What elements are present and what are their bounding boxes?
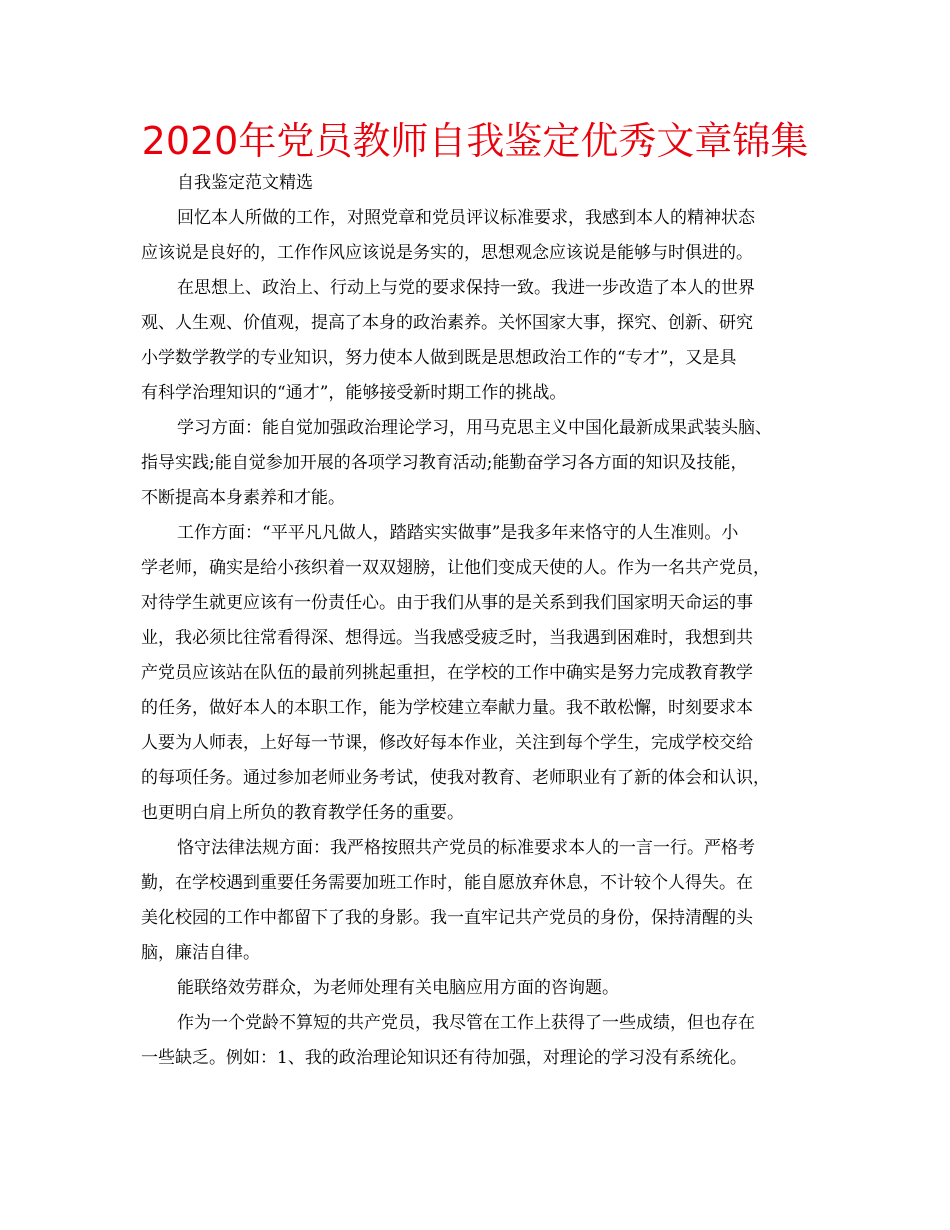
paragraph-line: 小学数学教学的专业知识，努力使本人做到既是思想政治工作的“专才”，又是具 <box>141 348 737 368</box>
paragraph-line: 工作方面：“平平凡凡做人，踏踏实实做事”是我多年来恪守的人生准则。小 <box>177 523 739 543</box>
paragraph-line: 脑，廉洁自律。 <box>141 943 260 963</box>
paragraph-line: 的每项任务。通过参加老师业务考试，使我对教育、老师职业有了新的体会和认识， <box>141 768 770 788</box>
paragraph-line: 指导实践;能自觉参加开展的各项学习教育活动;能勤奋学习各方面的知识及技能， <box>141 453 748 473</box>
paragraph-line: 能联络效劳群众，为老师处理有关电脑应用方面的咨询题。 <box>177 978 619 998</box>
paragraph-line: 学老师，确实是给小孩织着一双双翅膀，让他们变成天使的人。作为一名共产党员， <box>141 558 770 578</box>
paragraph-line: 美化校园的工作中都留下了我的身影。我一直牢记共产党员的身份，保持清醒的头 <box>141 908 753 928</box>
document-body <box>141 166 826 1076</box>
paragraph-line: 作为一个党龄不算短的共产党员，我尽管在工作上获得了一些成绩，但也存在 <box>177 1013 755 1033</box>
paragraph <box>141 411 826 516</box>
paragraph-line: 业，我必须比往常看得深、想得远。当我感受疲乏时，当我遇到困难时，我想到共 <box>141 628 753 648</box>
paragraph-line: 回忆本人所做的工作，对照党章和党员评议标准要求，我感到本人的精神状态 <box>177 208 755 228</box>
paragraph <box>141 1006 826 1076</box>
document-title: 2020年党员教师自我鉴定优秀文章锦集 <box>141 119 809 163</box>
paragraph-line: 对待学生就更应该有一份责任心。由于我们从事的是关系到我们国家明天命运的事 <box>141 593 753 613</box>
paragraph-line: 观、人生观、价值观，提高了本身的政治素养。关怀国家大事，探究、创新、研究 <box>141 313 753 333</box>
paragraph <box>141 831 826 971</box>
paragraph-line: 一些缺乏。例如：1、我的政治理论知识还有待加强，对理论的学习没有系统化。 <box>141 1048 747 1068</box>
paragraph-line: 产党员应该站在队伍的最前列挑起重担，在学校的工作中确实是努力完成教育教学 <box>141 663 753 683</box>
paragraph-line: 的任务，做好本人的本职工作，能为学校建立奉献力量。我不敢松懈，时刻要求本 <box>141 698 753 718</box>
paragraph-list <box>141 201 826 1076</box>
paragraph-line: 也更明白肩上所负的教育教学任务的重要。 <box>141 803 464 823</box>
paragraph-line: 学习方面：能自觉加强政治理论学习，用马克思主义中国化最新成果武装头脑、 <box>177 418 772 438</box>
paragraph-line: 恪守法律法规方面：我严格按照共产党员的标准要求本人的一言一行。严格考 <box>177 838 755 858</box>
paragraph <box>141 201 826 271</box>
paragraph-line: 在思想上、政治上、行动上与党的要求保持一致。我进一步改造了本人的世界 <box>177 278 755 298</box>
paragraph <box>141 971 826 1006</box>
paragraph <box>141 516 826 831</box>
paragraph-line: 人要为人师表，上好每一节课，修改好每本作业，关注到每个学生，完成学校交给 <box>141 733 753 753</box>
paragraph-line: 不断提高本身素养和才能。 <box>141 488 345 508</box>
paragraph-line: 勤，在学校遇到重要任务需要加班工作时，能自愿放弃休息，不计较个人得失。在 <box>141 873 753 893</box>
paragraph-line: 有科学治理知识的“通才”，能够接受新时期工作的挑战。 <box>141 383 567 403</box>
document-subtitle: 自我鉴定范文精选 <box>177 173 313 193</box>
paragraph-line: 应该说是良好的，工作作风应该说是务实的，思想观念应该说是能够与时俱进的。 <box>141 243 753 263</box>
paragraph <box>141 271 826 411</box>
